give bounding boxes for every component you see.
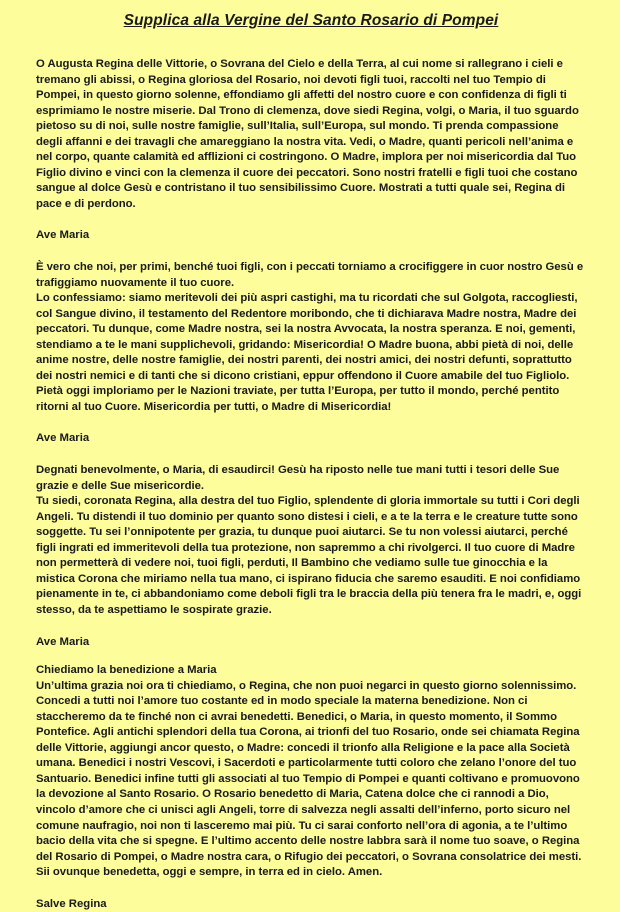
salve-regina: Salve Regina	[36, 897, 107, 910]
ave-maria-2: Ave Maria	[36, 432, 90, 445]
ave-maria-3: Ave Maria	[36, 635, 90, 648]
benediction-heading: Chiediamo la benedizione a Maria	[36, 664, 217, 677]
prayer-paragraph-4: Un’ultima grazia noi ora ti chiediamo, o Regina, che non puoi negarci in questo giorno solennissimo. Concedi a tutti noi l’amore tuo costante ed in modo speciale la materna benedizione. Non ci staccheremo da te finché non ci avrai benedetti. Benedici, o Maria, in questo momento, il Sommo Pontefice. Agli antichi splendori della tua Corona, ai trionfi del tuo Rosario, onde sei chiamata Regina delle Vittorie, aggiungi ancor questo, o Madre: concedi il trionfo alla Religione e la pace alla Società umana. Benedici i nostri Vescovi, i Sacerdoti e particolarmente tutti coloro che zelano l’onore del tuo Santuario. Benedici infine tutti gli associati al tuo Tempio di Pompei e quanti coltivano e promuovono la devozione al Santo Rosario. O Rosario benedetto di Maria, Catena dolce che ci rannodi a Dio, vincolo d’amore che ci unisci agli Angeli, torre di salvezza negli assalti dell’inferno, porto sicuro nel comune naufragio, noi non ti lasceremo mai più. Tu ci sarai conforto nell’ora di agonia, a te l’ultimo bacio della vita che si spegne. E l’ultimo accento delle nostre labbra sarà il nome tuo soave, o Regina del Rosario di Pompei, o Madre nostra cara, o Rifugio dei peccatori, o Sovrana consolatrice dei mesti. Sii ovunque benedetta, oggi e sempre, in terra ed in cielo. Amen.	[36, 679, 582, 879]
ave-maria-1: Ave Maria	[36, 229, 90, 242]
prayer-paragraph-3b: Tu siedi, coronata Regina, alla destra del tuo Figlio, splendente di gloria immortale su tutti i Cori degli Angeli. Tu distendi il tuo dominio per quanto sono distesi i cieli, e a te la terra e le creature tutte sono soggette. Tu sei l’onnipotente per grazia, tu dunque puoi aiutarci. Se tu non volessi aiutarci, perché figli ingrati ed immeritevoli della tua protezione, non sapremmo a chi rivolgerci. Il tuo cuore di Madre non permetterà di vedere noi, tuoi figli, perduti, Il Bambino che vediamo sulle tue ginocchia e la mistica Corona che miriamo nella tua mano, ci ispirano fiducia che saremo esauditi. E noi confidiamo pienamente in te, ci abbandoniamo come deboli figli tra le braccia della più tenera fra le madri, e, oggi stesso, da te aspettiamo le sospirate grazie.	[36, 495, 582, 616]
prayer-paragraph-3a: Degnati benevolmente, o Maria, di esaudirci! Gesù ha riposto nelle tue mani tutti i tesori delle Sue grazie e delle Sue misericordie.	[36, 464, 560, 492]
document-title: Supplica alla Vergine del Santo Rosario di Pompei	[123, 12, 499, 29]
prayer-paragraph-2b: Lo confessiamo: siamo meritevoli dei più aspri castighi, ma tu ricordati che sul Golgota, raccogliesti, col Sangue divino, il testamento del Redentore moribondo, che ti dichiarava Madre nostra, Madre dei peccatori. Tu dunque, come Madre nostra, sei la nostra Avvocata, la nostra speranza. E noi, gementi, stendiamo a te le mani supplichevoli, gridando: Misericordia! O Madre buona, abbi pietà di noi, delle anime nostre, delle nostre famiglie, dei nostri parenti, dei nostri amici, dei nostri defunti, soprattutto dei nostri nemici e di tanti che si dicono cristiani, eppur offendono il Cuore amabile del tuo Figliolo. Pietà oggi imploriamo per le Nazioni traviate, per tutta l’Europa, per tutto il mondo, perché pentito ritorni al tuo Cuore. Misericordia per tutti, o Madre di Misericordia!	[36, 292, 578, 413]
prayer-paragraph-2a: È vero che noi, per primi, benché tuoi figli, con i peccati torniamo a crocifiggere in cuor nostro Gesù e trafiggiamo nuovamente il tuo cuore.	[36, 261, 584, 289]
prayer-paragraph-1: O Augusta Regina delle Vittorie, o Sovrana del Cielo e della Terra, al cui nome si rallegrano i cieli e tremano gli abissi, o Regina gloriosa del Rosario, noi devoti figli tuoi, raccolti nel tuo Tempio di Pompei, in questo giorno solenne, effondiamo gli affetti del nostro cuore e con confidenza di figli ti esprimiamo le nostre miserie. Dal Trono di clemenza, dove siedi Regina, volgi, o Maria, il tuo sguardo pietoso su di noi, sulle nostre famiglie, sull’Italia, sull’Europa, sul mondo. Ti prenda compassione degli affanni e dei travagli che amareggiano la nostra vita. Vedi, o Madre, quanti pericoli nell’anima e nel corpo, quante calamità ed afflizioni ci costringono. O Madre, implora per noi misericordia dal Tuo Figlio divino e vinci con la clemenza il cuore dei peccatori. Sono nostri fratelli e figli tuoi che costano sangue al dolce Gesù e contristano il tuo sensibilissimo Cuore. Mostrati a tutti quale sei, Regina di pace e di perdono.	[36, 58, 579, 210]
